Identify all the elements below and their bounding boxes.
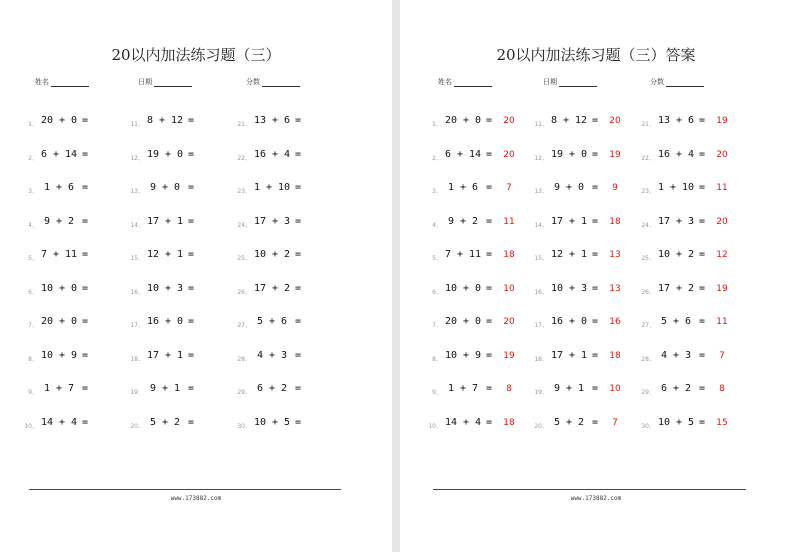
answer-value: 20 bbox=[503, 116, 515, 126]
equals-sign: = bbox=[592, 249, 599, 260]
equals-sign: = bbox=[82, 115, 89, 126]
problem-expression: 10 + 3 bbox=[550, 282, 588, 294]
problem-number: 5、 bbox=[432, 255, 442, 262]
equals-sign: = bbox=[295, 148, 302, 160]
problem-number: 29、 bbox=[237, 389, 251, 396]
problem-number: 2、 bbox=[432, 154, 442, 162]
problem-expression: 6 + 14 bbox=[444, 148, 482, 160]
problem-number: 5、 bbox=[28, 255, 38, 262]
problem-expression: 1 + 7 bbox=[43, 383, 75, 394]
problem-expression: 4 + 3 bbox=[256, 349, 288, 361]
problem-expression: 6 + 2 bbox=[660, 383, 692, 394]
problem-expression: 5 + 6 bbox=[660, 316, 692, 327]
problem-expression: 9 + 0 bbox=[553, 182, 585, 193]
problem-number: 30、 bbox=[641, 422, 655, 430]
problem-number: 6、 bbox=[432, 288, 442, 296]
problem-expression: 8 + 12 bbox=[146, 115, 184, 126]
equals-sign: = bbox=[592, 383, 599, 394]
problem-expression: 10 + 2 bbox=[657, 249, 695, 260]
equals-sign: = bbox=[699, 148, 706, 160]
equals-sign: = bbox=[699, 316, 706, 327]
problem-number: 15、 bbox=[130, 255, 144, 262]
problem-number: 26、 bbox=[237, 288, 251, 296]
problem-expression: 16 + 0 bbox=[550, 316, 588, 327]
answer-value: 20 bbox=[716, 149, 728, 160]
problem-expression: 17 + 3 bbox=[253, 215, 291, 227]
problem-number: 6、 bbox=[28, 288, 38, 296]
equals-sign: = bbox=[295, 215, 302, 227]
problem-number: 9、 bbox=[432, 389, 442, 396]
problem-expression: 10 + 0 bbox=[444, 282, 482, 294]
problem-number: 10、 bbox=[24, 422, 38, 430]
name-label: 姓名 bbox=[438, 78, 452, 86]
problem-expression: 20 + 0 bbox=[40, 115, 78, 126]
problem-expression: 17 + 1 bbox=[550, 349, 588, 361]
problem-expression: 7 + 11 bbox=[40, 249, 78, 260]
equals-sign: = bbox=[82, 182, 89, 193]
problem-expression: 16 + 4 bbox=[657, 148, 695, 160]
problem-expression: 19 + 0 bbox=[550, 148, 588, 160]
problem-number: 25、 bbox=[641, 255, 655, 262]
problem-number: 14、 bbox=[130, 221, 144, 229]
equals-sign: = bbox=[486, 148, 493, 160]
equals-sign: = bbox=[486, 215, 493, 227]
answer-value: 20 bbox=[503, 317, 515, 327]
equals-sign: = bbox=[295, 282, 302, 294]
problem-number: 30、 bbox=[237, 422, 251, 430]
problem-number: 19、 bbox=[130, 389, 144, 396]
equals-sign: = bbox=[699, 182, 706, 193]
problem-expression: 17 + 1 bbox=[146, 215, 184, 227]
problem-number: 7、 bbox=[28, 322, 38, 329]
equals-sign: = bbox=[592, 182, 599, 193]
problem-number: 20、 bbox=[130, 422, 144, 430]
answer-value: 16 bbox=[609, 317, 621, 327]
equals-sign: = bbox=[295, 383, 302, 394]
answer-value: 9 bbox=[612, 183, 618, 193]
equals-sign: = bbox=[82, 148, 89, 160]
footer-url: www.173882.com bbox=[170, 495, 222, 502]
problem-expression: 12 + 1 bbox=[550, 249, 588, 260]
equals-sign: = bbox=[699, 349, 706, 361]
problem-number: 9、 bbox=[28, 389, 38, 396]
problem-number: 16、 bbox=[534, 288, 548, 296]
equals-sign: = bbox=[486, 383, 493, 394]
problem-number: 13、 bbox=[534, 188, 548, 195]
problem-number: 21、 bbox=[641, 121, 655, 128]
problem-expression: 10 + 9 bbox=[40, 349, 78, 361]
page-title: 20以内加法练习题（三）答案 bbox=[496, 46, 696, 64]
equals-sign: = bbox=[188, 416, 195, 428]
date-label: 日期 bbox=[543, 78, 557, 86]
problem-number: 8、 bbox=[28, 355, 38, 363]
equals-sign: = bbox=[295, 416, 302, 428]
equals-sign: = bbox=[295, 316, 302, 327]
problem-expression: 13 + 6 bbox=[657, 115, 695, 126]
equals-sign: = bbox=[486, 316, 493, 327]
problem-expression: 8 + 12 bbox=[550, 115, 588, 126]
date-field bbox=[543, 76, 597, 87]
equals-sign: = bbox=[486, 416, 493, 428]
problem-number: 12、 bbox=[534, 154, 548, 162]
equals-sign: = bbox=[82, 383, 89, 394]
problem-expression: 20 + 0 bbox=[40, 316, 78, 327]
answer-value: 20 bbox=[609, 116, 621, 126]
equals-sign: = bbox=[188, 148, 195, 160]
problem-expression: 14 + 4 bbox=[40, 416, 78, 428]
problem-number: 17、 bbox=[534, 322, 548, 329]
equals-sign: = bbox=[82, 349, 89, 361]
problem-number: 24、 bbox=[641, 221, 655, 229]
answer-value: 7 bbox=[612, 417, 618, 428]
equals-sign: = bbox=[295, 249, 302, 260]
equals-sign: = bbox=[486, 349, 493, 361]
answer-value: 18 bbox=[609, 350, 621, 361]
problem-expression: 5 + 2 bbox=[149, 416, 181, 428]
score-blank[interactable] bbox=[262, 76, 300, 87]
problem-number: 16、 bbox=[130, 288, 144, 296]
name-blank[interactable] bbox=[51, 76, 89, 87]
answer-value: 15 bbox=[716, 417, 728, 428]
problem-number: 27、 bbox=[641, 322, 655, 329]
problem-number: 17、 bbox=[130, 322, 144, 329]
problem-expression: 20 + 0 bbox=[444, 115, 482, 126]
problem-number: 3、 bbox=[432, 188, 442, 195]
equals-sign: = bbox=[188, 282, 195, 294]
answer-value: 11 bbox=[716, 317, 728, 327]
equals-sign: = bbox=[699, 383, 706, 394]
answer-value: 7 bbox=[506, 183, 512, 193]
problem-expression: 12 + 1 bbox=[146, 249, 184, 260]
equals-sign: = bbox=[486, 282, 493, 294]
answer-value: 20 bbox=[503, 149, 515, 160]
problem-number: 12、 bbox=[130, 154, 144, 162]
equals-sign: = bbox=[82, 316, 89, 327]
problem-number: 3、 bbox=[28, 188, 38, 195]
problem-number: 1、 bbox=[28, 121, 38, 128]
answer-value: 10 bbox=[609, 384, 621, 394]
problem-expression: 9 + 2 bbox=[447, 215, 479, 227]
problem-expression: 10 + 3 bbox=[146, 282, 184, 294]
problem-number: 27、 bbox=[237, 322, 251, 329]
equals-sign: = bbox=[486, 249, 493, 260]
problem-expression: 5 + 2 bbox=[553, 416, 585, 428]
answer-value: 19 bbox=[503, 350, 515, 361]
problem-number: 7、 bbox=[432, 322, 442, 329]
problem-expression: 1 + 7 bbox=[447, 383, 479, 394]
answer-value: 8 bbox=[506, 384, 512, 394]
problem-expression: 17 + 3 bbox=[657, 215, 695, 227]
problem-number: 4、 bbox=[28, 221, 38, 229]
equals-sign: = bbox=[188, 182, 195, 193]
answer-value: 18 bbox=[503, 250, 515, 260]
problem-number: 19、 bbox=[534, 389, 548, 396]
problem-number: 22、 bbox=[237, 154, 251, 162]
score-field bbox=[650, 76, 704, 87]
problem-number: 23、 bbox=[237, 188, 251, 195]
problem-expression: 13 + 6 bbox=[253, 115, 291, 126]
problem-expression: 17 + 1 bbox=[550, 215, 588, 227]
page-title: 20以内加法练习题（三） bbox=[111, 46, 281, 64]
footer-divider bbox=[29, 489, 341, 490]
answer-page bbox=[400, 0, 792, 552]
problem-number: 23、 bbox=[641, 188, 655, 195]
problem-expression: 9 + 1 bbox=[149, 383, 181, 394]
equals-sign: = bbox=[295, 115, 302, 126]
problem-number: 25、 bbox=[237, 255, 251, 262]
problem-number: 26、 bbox=[641, 288, 655, 296]
equals-sign: = bbox=[82, 416, 89, 428]
problem-expression: 17 + 2 bbox=[657, 282, 695, 294]
equals-sign: = bbox=[592, 416, 599, 428]
equals-sign: = bbox=[699, 249, 706, 260]
answer-value: 8 bbox=[719, 384, 725, 394]
problem-expression: 1 + 10 bbox=[657, 182, 695, 193]
problem-number: 21、 bbox=[237, 121, 251, 128]
problem-number: 1、 bbox=[432, 121, 442, 128]
equals-sign: = bbox=[188, 115, 195, 126]
problem-expression: 4 + 3 bbox=[660, 349, 692, 361]
score-label: 分数 bbox=[650, 78, 664, 86]
problem-number: 8、 bbox=[432, 355, 442, 363]
problem-number: 28、 bbox=[641, 355, 655, 363]
problem-expression: 17 + 2 bbox=[253, 282, 291, 294]
problem-expression: 5 + 6 bbox=[256, 316, 288, 327]
problem-expression: 9 + 0 bbox=[149, 182, 181, 193]
answer-value: 20 bbox=[716, 216, 728, 227]
problem-expression: 10 + 9 bbox=[444, 349, 482, 361]
problem-expression: 14 + 4 bbox=[444, 416, 482, 428]
equals-sign: = bbox=[486, 115, 493, 126]
answer-value: 18 bbox=[609, 216, 621, 227]
date-field bbox=[138, 76, 192, 87]
problem-number: 10、 bbox=[428, 422, 442, 430]
answer-value: 19 bbox=[716, 116, 728, 126]
answer-value: 18 bbox=[503, 417, 515, 428]
equals-sign: = bbox=[699, 115, 706, 126]
answer-value: 11 bbox=[503, 216, 515, 227]
problem-number: 11、 bbox=[534, 121, 548, 128]
problem-expression: 16 + 0 bbox=[146, 316, 184, 327]
problem-number: 13、 bbox=[130, 188, 144, 195]
problem-expression: 6 + 14 bbox=[40, 148, 78, 160]
answer-value: 12 bbox=[716, 250, 728, 260]
equals-sign: = bbox=[295, 182, 302, 193]
equals-sign: = bbox=[188, 316, 195, 327]
problem-expression: 10 + 2 bbox=[253, 249, 291, 260]
equals-sign: = bbox=[188, 383, 195, 394]
problem-number: 24、 bbox=[237, 221, 251, 229]
equals-sign: = bbox=[592, 115, 599, 126]
equals-sign: = bbox=[188, 215, 195, 227]
problem-number: 2、 bbox=[28, 154, 38, 162]
problem-expression: 1 + 6 bbox=[43, 182, 75, 193]
worksheet-page bbox=[0, 0, 392, 552]
answer-value: 19 bbox=[716, 283, 728, 294]
equals-sign: = bbox=[592, 282, 599, 294]
equals-sign: = bbox=[188, 349, 195, 361]
problem-expression: 7 + 11 bbox=[444, 249, 482, 260]
name-field bbox=[35, 76, 89, 87]
footer-url: www.173882.com bbox=[570, 495, 622, 502]
date-blank[interactable] bbox=[559, 76, 597, 87]
problem-expression: 20 + 0 bbox=[444, 316, 482, 327]
problem-expression: 6 + 2 bbox=[256, 383, 288, 394]
name-field bbox=[438, 76, 492, 87]
equals-sign: = bbox=[592, 349, 599, 361]
problem-number: 18、 bbox=[130, 355, 144, 363]
answer-value: 19 bbox=[609, 149, 621, 160]
problem-expression: 10 + 5 bbox=[657, 416, 695, 428]
date-label: 日期 bbox=[138, 78, 152, 86]
equals-sign: = bbox=[82, 249, 89, 260]
answer-value: 11 bbox=[716, 183, 728, 193]
problem-number: 11、 bbox=[130, 121, 144, 128]
equals-sign: = bbox=[82, 215, 89, 227]
equals-sign: = bbox=[486, 182, 493, 193]
score-field bbox=[246, 76, 300, 87]
problem-number: 18、 bbox=[534, 355, 548, 363]
equals-sign: = bbox=[592, 316, 599, 327]
score-blank[interactable] bbox=[666, 76, 704, 87]
equals-sign: = bbox=[295, 349, 302, 361]
date-blank[interactable] bbox=[154, 76, 192, 87]
equals-sign: = bbox=[699, 416, 706, 428]
problem-number: 22、 bbox=[641, 154, 655, 162]
problem-number: 20、 bbox=[534, 422, 548, 430]
equals-sign: = bbox=[592, 148, 599, 160]
problem-expression: 10 + 0 bbox=[40, 282, 78, 294]
problem-number: 29、 bbox=[641, 389, 655, 396]
answer-value: 10 bbox=[503, 283, 515, 294]
equals-sign: = bbox=[699, 282, 706, 294]
problem-number: 14、 bbox=[534, 221, 548, 229]
name-blank[interactable] bbox=[454, 76, 492, 87]
problem-expression: 17 + 1 bbox=[146, 349, 184, 361]
problem-expression: 1 + 6 bbox=[447, 182, 479, 193]
equals-sign: = bbox=[188, 249, 195, 260]
answer-value: 13 bbox=[609, 250, 621, 260]
equals-sign: = bbox=[82, 282, 89, 294]
problem-number: 15、 bbox=[534, 255, 548, 262]
problem-expression: 9 + 2 bbox=[43, 215, 75, 227]
footer-divider bbox=[433, 489, 746, 490]
problem-expression: 10 + 5 bbox=[253, 416, 291, 428]
problem-number: 28、 bbox=[237, 355, 251, 363]
name-label: 姓名 bbox=[35, 78, 49, 86]
answer-value: 7 bbox=[719, 350, 725, 361]
problem-number: 4、 bbox=[432, 221, 442, 229]
equals-sign: = bbox=[699, 215, 706, 227]
problem-expression: 9 + 1 bbox=[553, 383, 585, 394]
problem-expression: 19 + 0 bbox=[146, 148, 184, 160]
score-label: 分数 bbox=[246, 78, 260, 86]
equals-sign: = bbox=[592, 215, 599, 227]
problem-expression: 1 + 10 bbox=[253, 182, 291, 193]
problem-expression: 16 + 4 bbox=[253, 148, 291, 160]
answer-value: 13 bbox=[609, 283, 621, 294]
